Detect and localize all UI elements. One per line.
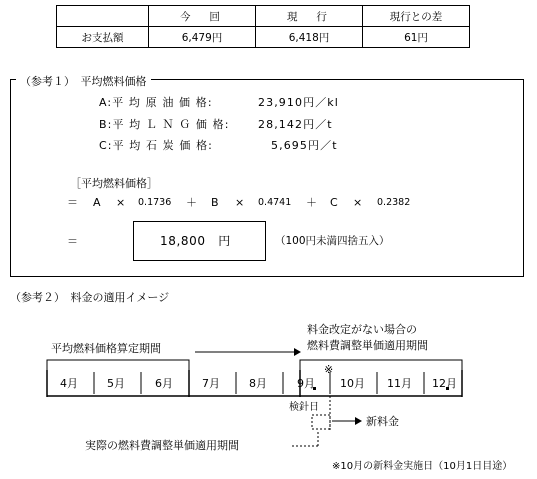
formula-plus-2: ＋: [306, 196, 317, 209]
new-rate-label: 新料金: [366, 415, 399, 428]
formula-b: B: [211, 196, 219, 209]
reference2-title: （参考２） 料金の適用イメージ: [10, 291, 170, 304]
reference1-title: （参考１） 平均燃料価格: [16, 73, 151, 89]
no-revision-label-line1: 料金改定がない場合の: [307, 323, 417, 336]
month-label: 6月: [155, 377, 173, 390]
table-header-current: 今 回: [149, 6, 256, 27]
cell-existing: 6,418円: [256, 27, 363, 48]
row-label: お支払額: [57, 27, 149, 48]
new-rate-arrow-head: [355, 417, 362, 425]
asterisk-mark: ※: [324, 363, 334, 376]
month-label: 5月: [107, 377, 125, 390]
result-value: 18,800 円: [160, 234, 231, 248]
month-label: 4月: [60, 377, 78, 390]
month-label: 11月: [387, 377, 412, 390]
formula-times-b: ×: [235, 196, 245, 209]
month-label: 7月: [202, 377, 220, 390]
footnote: ※10月の新料金実施日（10月1日目途）: [332, 461, 513, 472]
period-arrow-head: [294, 348, 301, 356]
month-label: 10月: [340, 377, 365, 390]
month-label: 8月: [249, 377, 267, 390]
formula-a: A: [93, 196, 101, 209]
calc-period-label: 平均燃料価格算定期間: [51, 342, 161, 355]
fuel-value-c: 5,695円／t: [271, 139, 338, 152]
fuel-label-c: C:平 均 石 炭 価 格:: [99, 139, 213, 152]
fuel-label-b: B:平 均 Ｌ Ｎ Ｇ 価 格:: [99, 118, 230, 131]
no-revision-label-line2: 燃料費調整単価適用期間: [307, 339, 428, 352]
formula-equals: ＝: [67, 196, 78, 209]
cell-difference: 61円: [363, 27, 470, 48]
formula-coef-b: 0.4741: [258, 197, 292, 208]
table-header-difference: 現行との差: [363, 6, 470, 27]
fuel-value-a: 23,910円／kl: [258, 96, 339, 109]
month-label: 12月: [432, 377, 457, 390]
meter-day-box: [312, 415, 330, 429]
month-label: 9月: [297, 377, 315, 390]
fuel-label-a: A:平 均 原 油 価 格:: [99, 96, 213, 109]
meter-day-label: 検針日: [289, 402, 319, 413]
result-rounding-note: （100円未満四捨五入）: [275, 235, 390, 247]
formula-coef-a: 0.1736: [138, 197, 172, 208]
result-equals: ＝: [67, 235, 78, 248]
fuel-value-b: 28,142円／t: [258, 118, 333, 131]
formula-times-a: ×: [116, 196, 126, 209]
calc-period-bracket: [47, 360, 189, 370]
formula-plus-1: ＋: [186, 196, 197, 209]
formula-label: ［平均燃料価格］: [70, 177, 158, 190]
table-header-existing: 現 行: [256, 6, 363, 27]
formula-times-c: ×: [353, 196, 363, 209]
formula-c: C: [330, 196, 338, 209]
actual-period-label: 実際の燃料費調整単価適用期間: [85, 439, 239, 452]
formula-coef-c: 0.2382: [377, 197, 411, 208]
cell-current: 6,479円: [149, 27, 256, 48]
